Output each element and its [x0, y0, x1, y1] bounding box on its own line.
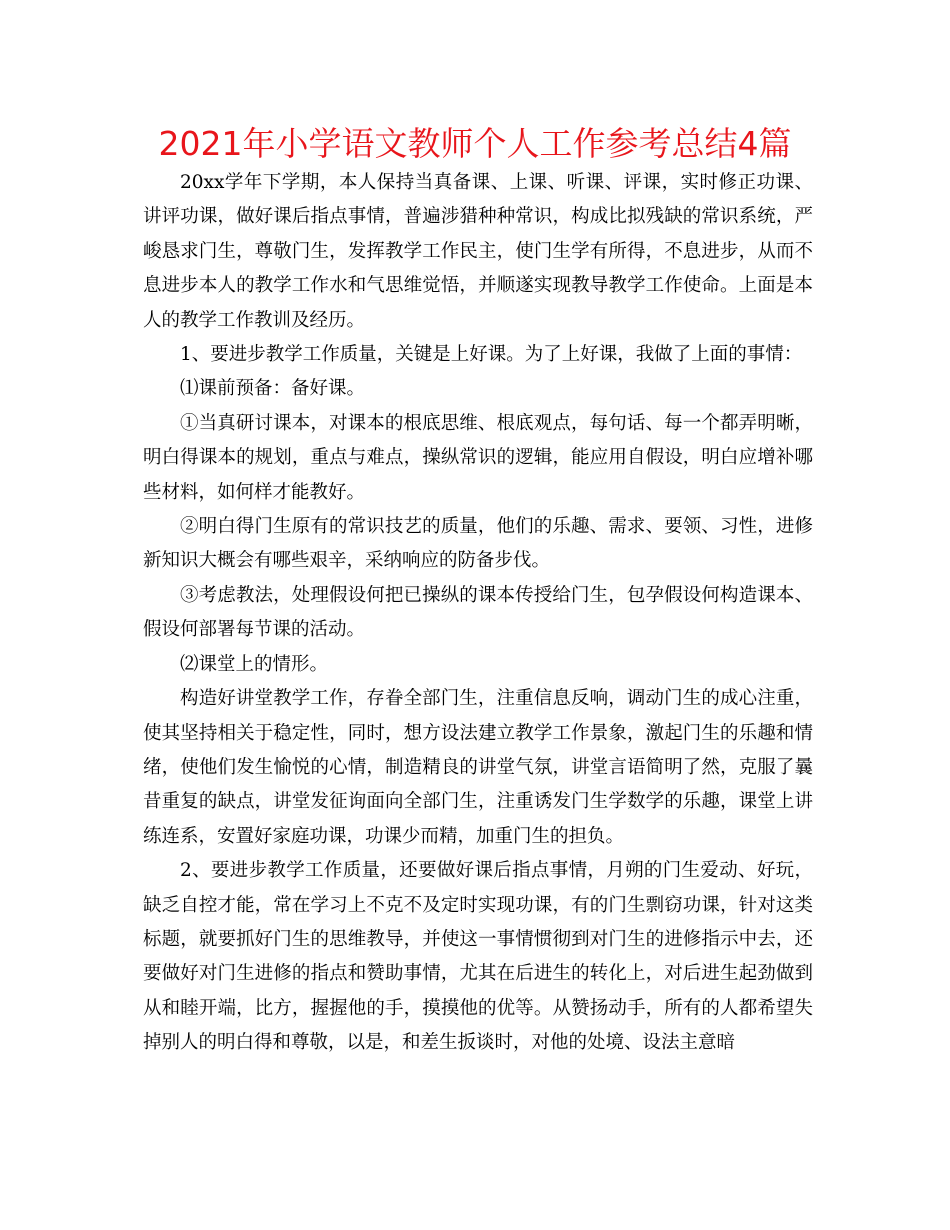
paragraph-item-2: ②明白得门生原有的常识技艺的质量，他们的乐趣、需求、要领、习性，进修新知识大概会有哪些艰辛，采纳响应的防备步伐。 — [143, 516, 813, 572]
paragraph-item-3: ③考虑教法，处理假设何把已操纵的课本传授给门生，包孕假设何构造课本、假设何部署每节课的活动。 — [143, 584, 813, 641]
paragraph-point-1: 1、要进步教学工作质量，关键是上好课。为了上好课，我做了上面的事情： — [180, 344, 803, 366]
paragraph-classroom: 构造好讲堂教学工作，存眷全部门生，注重信息反响，调动门生的成心注重，使其坚持相关于稳定性，同时，想方设法建立教学工作景象，激起门生的乐趣和情绪，使他们发生愉悦的心情，制造精良的讲堂气氛，讲堂言语简明了然，克服了曩昔重复的缺点，讲堂发征询面向全部门生，注重诱发门生学数学的乐趣，课堂上讲练连系，安置好家庭功课，功课少而精，加重门生的担负。 — [143, 688, 813, 847]
paragraph-subheading-2: ⑵课堂上的情形。 — [180, 653, 329, 675]
paragraph-intro: 20xx学年下学期，本人保持当真备课、上课、听课、评课，实时修正功课、讲评功课，做好课后指点事情，普遍涉猎种种常识，构成比拟残缺的常识系统，严峻恳求门生，尊敬门生，发挥教学工作民主，使门生学有所得，不息进步，从而不息进步本人的教学工作水和气思维觉悟，并顺遂实现教导教学工作使命。上面是本人的教学工作教训及经历。 — [143, 172, 813, 331]
document-body — [143, 166, 813, 1061]
paragraph-item-1: ①当真研讨课本，对课本的根底思维、根底观点，每句话、每一个都弄明晰，明白得课本的规划，重点与难点，操纵常识的逻辑，能应用自假设，明白应增补哪些材料，如何样才能教好。 — [143, 412, 813, 503]
paragraph-subheading-1: ⑴课前预备：备好课。 — [180, 378, 366, 400]
paragraph-point-2: 2、要进步教学工作质量，还要做好课后指点事情，月朔的门生爱动、好玩，缺乏自控才能，常在学习上不克不及定时实现功课，有的门生剽窃功课，针对这类标题，就要抓好门生的思维教导，并使这一事情惯彻到对门生的进修指示中去，还要做好对门生进修的指点和赞助事情，尤其在后进生的转化上，对后进生起劲做到从和睦开端，比方，握握他的手，摸摸他的优等。从赞扬动手，所有的人都希望失掉别人的明白得和尊敬，以是，和差生扳谈时，对他的处境、设法主意暗 — [143, 860, 813, 1054]
document-title: 2021年小学语文教师个人工作参考总结4篇 — [158, 124, 792, 163]
